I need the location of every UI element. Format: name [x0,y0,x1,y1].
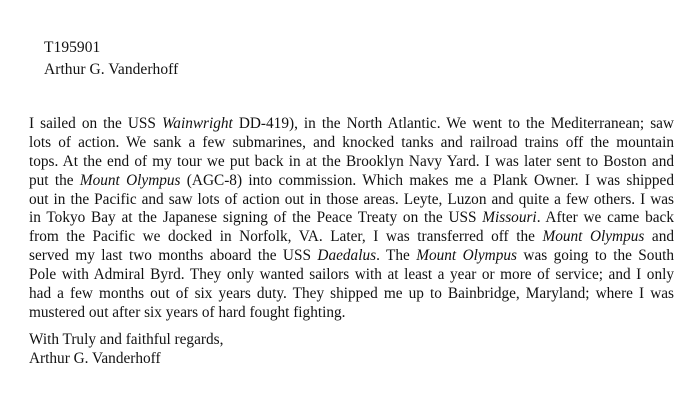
body-text-segment: (AGC-8) into commission. Which makes me a Plank Owner. I was shipped [180,171,674,189]
body-text-segment: Pole with Admiral Byrd. They only wanted sailors with at least a year or more of service; and I only [29,266,674,284]
body-text-segment: had a few months out of six years duty. They shipped me up to Bainbridge, Maryland; where I was [29,285,674,303]
body-line [29,191,674,210]
letter-body [29,115,689,323]
body-line [29,172,674,191]
ship-name: Daedalus [317,247,377,265]
ship-name: Wainwright [161,115,233,132]
body-line [29,134,674,153]
body-text-segment: tops. At the end of my tour we put back in at the Brooklyn Navy Yard. I was later sent to Boston and [29,152,674,170]
body-line [29,209,674,228]
body-text-segment: . After we came back [536,209,674,227]
body-line [29,304,689,323]
body-text-segment: DD-419), in the North Atlantic. We went to the Mediterranean; saw [232,115,674,132]
body-text-segment: mustered out after six years of hard fought fighting. [29,303,346,321]
body-text-segment: and [644,228,674,246]
body-line [29,228,674,247]
ship-name: Mount Olympus [416,247,517,265]
body-text-segment: I sailed on the USS [29,115,162,132]
body-line [29,266,674,285]
body-text-segment: out in the Pacific and saw lots of action out in those areas. Leyte, Luzon and quite a few others. I was [29,190,674,208]
body-text-segment: was going to the South [516,247,674,265]
body-line [29,115,674,134]
ship-name: Mount Olympus [542,228,645,246]
body-text-segment: lots of action. We sank a few submarines, and knocked tanks and railroad trains off the mountain [29,133,674,151]
body-line [29,247,674,266]
author-name: Arthur G. Vanderhoff [44,61,179,78]
body-text-segment: in Tokyo Bay at the Japanese signing of the Peace Treaty on the USS [29,209,483,227]
letter-header [44,37,178,81]
letter-closing [29,331,223,369]
body-line [29,153,674,172]
ship-name: Mount Olympus [79,171,181,189]
body-text-segment: put the [29,171,80,189]
body-text-segment: . The [376,247,417,265]
signature-name: Arthur G. Vanderhoff [29,349,161,367]
body-text-segment: served my last two months aboard the USS [29,247,318,265]
ship-name: Missouri [482,209,537,227]
closing-phrase: With Truly and faithful regards, [29,331,224,348]
body-text-segment: from the Pacific we docked in Norfolk, VA. Later, I was transferred off the [29,228,543,246]
document-id: T195901 [44,39,101,56]
body-line [29,285,674,304]
